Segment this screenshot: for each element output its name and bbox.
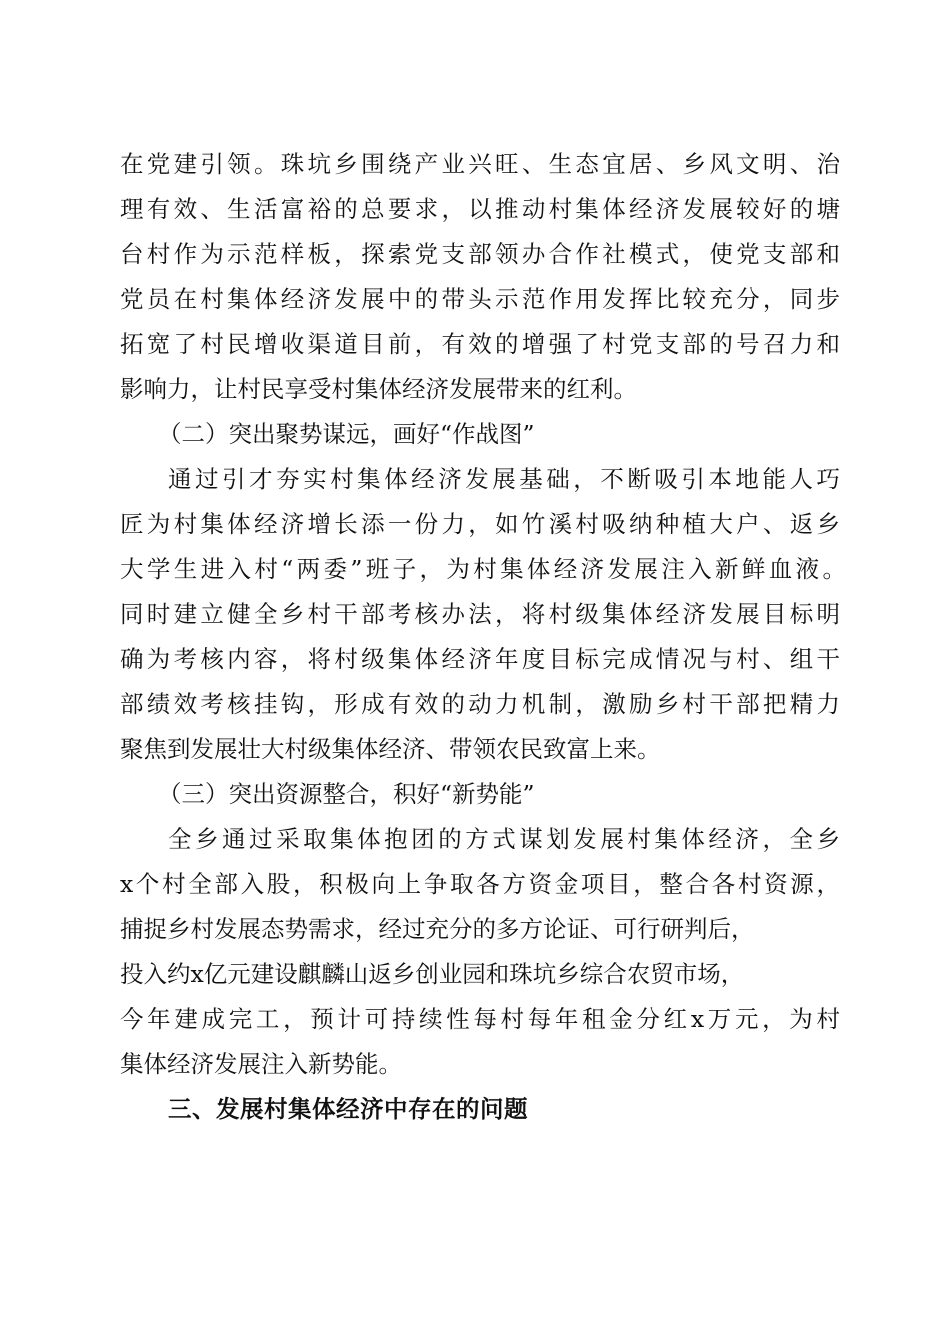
section-2-heading: （二）突出聚势谋远，画好“作战图”	[158, 420, 535, 448]
paragraph-line: 匠为村集体经济增长添一份力，如竹溪村吸纳种植大户、返乡	[120, 510, 840, 538]
paragraph-line: 台村作为示范样板，探索党支部领办合作社模式，使党支部和	[120, 240, 840, 268]
paragraph-line: 影响力，让村民享受村集体经济发展带来的红利。	[120, 375, 637, 403]
paragraph-line: 集体经济发展注入新势能。	[120, 1050, 402, 1078]
paragraph-line: 大学生进入村“两委”班子，为村集体经济发展注入新鲜血液。	[120, 555, 846, 583]
paragraph-line: 在党建引领。珠坑乡围绕产业兴旺、生态宜居、乡风文明、治	[120, 150, 840, 178]
section-3-heading: （三）突出资源整合，积好“新势能”	[158, 780, 535, 808]
paragraph-line: 捕捉乡村发展态势需求，经过充分的多方论证、可行研判后，	[120, 915, 755, 943]
section-heading-3: 三、发展村集体经济中存在的问题	[168, 1095, 528, 1123]
paragraph-line: x个村全部入股，积极向上争取各方资金项目，整合各村资源，	[120, 870, 840, 898]
paragraph-line: 同时建立健全乡村干部考核办法，将村级集体经济发展目标明	[120, 600, 840, 628]
paragraph-line: 通过引才夯实村集体经济发展基础，不断吸引本地能人巧	[168, 465, 840, 493]
paragraph-line: 理有效、生活富裕的总要求，以推动村集体经济发展较好的塘	[120, 195, 840, 223]
paragraph-line: 确为考核内容，将村级集体经济年度目标完成情况与村、组干	[120, 645, 840, 673]
paragraph-line: 投入约x亿元建设麒麟山返乡创业园和珠坑乡综合农贸市场，	[120, 960, 745, 988]
paragraph-line: 党员在村集体经济发展中的带头示范作用发挥比较充分，同步	[120, 285, 840, 313]
paragraph-line: 全乡通过采取集体抱团的方式谋划发展村集体经济，全乡	[168, 825, 840, 853]
paragraph-line: 今年建成完工，预计可持续性每村每年租金分红x万元，为村	[120, 1005, 840, 1033]
paragraph-line: 部绩效考核挂钩，形成有效的动力机制，激励乡村干部把精力	[120, 690, 840, 718]
paragraph-line: 聚焦到发展壮大村级集体经济、带领农民致富上来。	[120, 735, 661, 763]
paragraph-line: 拓宽了村民增收渠道目前，有效的增强了村党支部的号召力和	[120, 330, 840, 358]
